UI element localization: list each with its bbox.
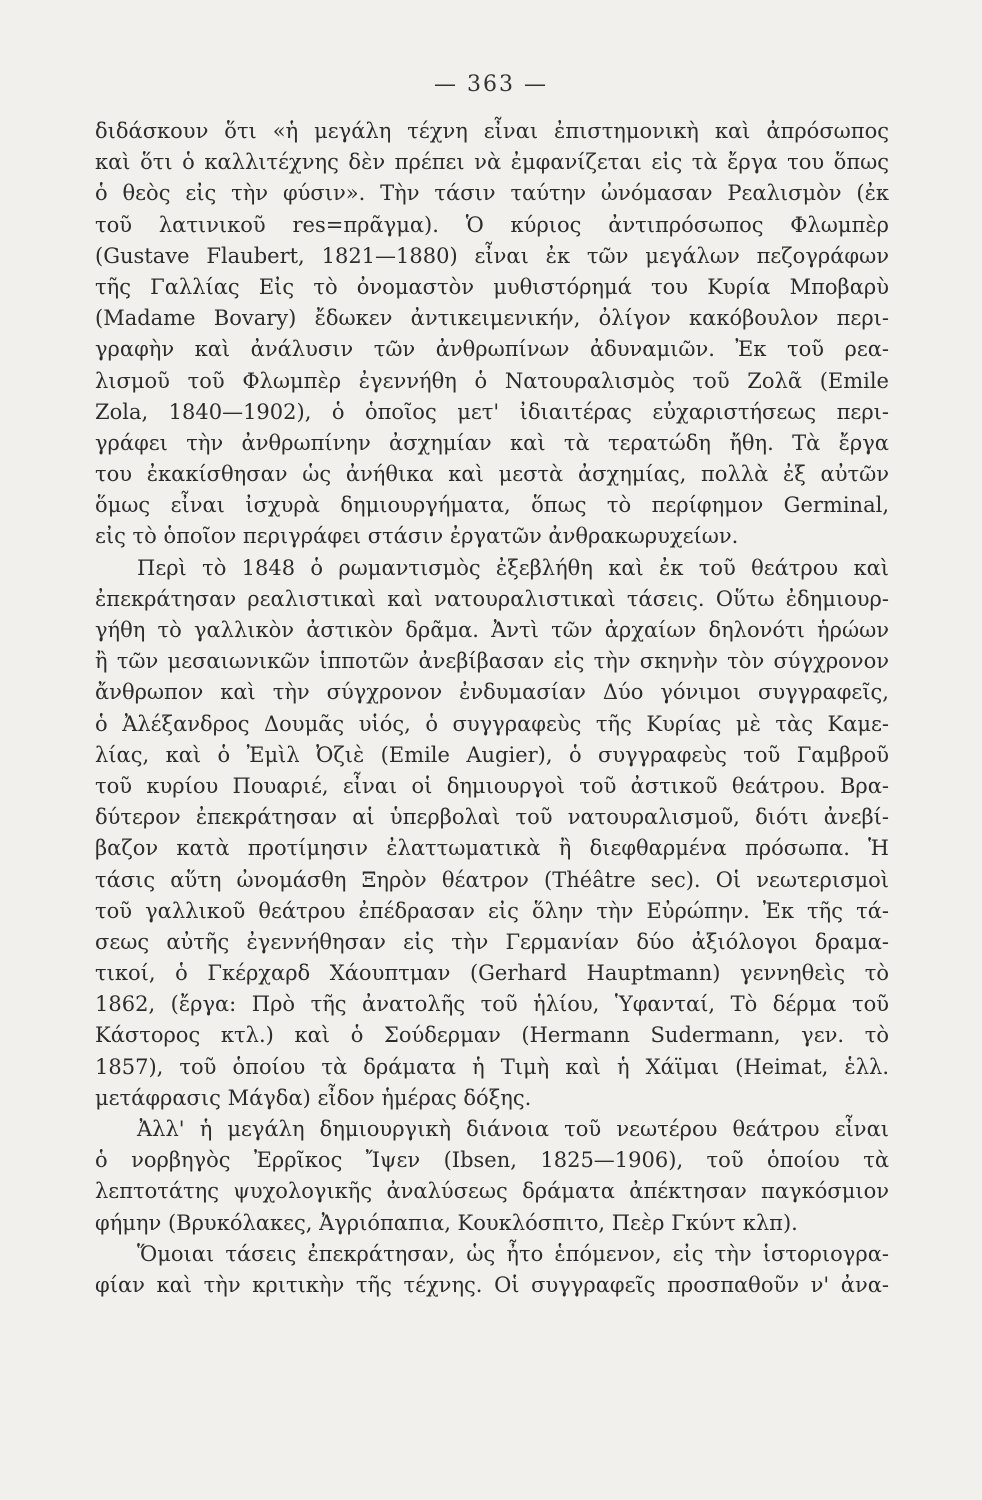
text-line: Zola, 1840—1902), ὁ ὁποῖος μετ' ἰδιαιτέρας εὐχαριστήσεως περι- xyxy=(95,399,889,424)
text-line: βαζον κατὰ προτίμησιν ἐλαττωματικὰ ἢ διεφθαρμένα πρόσωπα. Ἡ xyxy=(95,836,889,861)
text-line: φήμην (Βρυκόλακες, Ἀγριόπαπια, Κουκλόσπιτο, Πεὲρ Γκύντ κλπ). xyxy=(95,1210,798,1235)
text-line: λεπτοτάτης ψυχολογικῆς ἀναλύσεως δράματα ἀπέκτησαν παγκόσμιον xyxy=(95,1179,889,1204)
text-line: τοῦ κυρίου Πουαριέ, εἶναι οἱ δημιουργοὶ τοῦ ἀστικοῦ θεάτρου. Βρα- xyxy=(95,773,889,798)
text-line: γράφει τὴν ἀνθρωπίνην ἀσχημίαν καὶ τὰ τερατώδη ἤθη. Τὰ ἔργα xyxy=(95,430,889,455)
text-line: ὅμως εἶναι ἰσχυρὰ δημιουργήματα, ὅπως τὸ περίφημον Germinal, xyxy=(95,493,889,518)
text-line: 1857), τοῦ ὁποίου τὰ δράματα ἡ Τιμὴ καὶ ἡ Χάϊμαι (Heimat, ἑλλ. xyxy=(95,1054,889,1079)
text-line: του ἐκακίσθησαν ὡς ἀνήθικα καὶ μεστὰ ἀσχημίας, πολλὰ ἐξ αὐτῶν xyxy=(95,462,889,487)
body-text xyxy=(95,116,889,1301)
text-line: 1862, (ἔργα: Πρὸ τῆς ἀνατολῆς τοῦ ἡλίου, Ὑφανταί, Τὸ δέρμα τοῦ xyxy=(95,992,889,1017)
text-line: διδάσκουν ὅτι «ἡ μεγάλη τέχνη εἶναι ἐπιστημονικὴ καὶ ἀπρόσωπος xyxy=(95,119,889,143)
text-line: σεως αὐτῆς ἐγεννήθησαν εἰς τὴν Γερμανίαν δύο ἀξιόλογοι δραμα- xyxy=(95,929,889,954)
text-line: (Gustave Flaubert, 1821—1880) εἶναι ἐκ τῶν μεγάλων πεζογράφων xyxy=(95,243,889,268)
text-line: τοῦ λατινικοῦ res=πρᾶγμα). Ὁ κύριος ἀντιπρόσωπος Φλωμπὲρ xyxy=(95,212,889,237)
text-line: ἐπεκράτησαν ρεαλιστικαὶ καὶ νατουραλιστικαὶ τάσεις. Οὕτω ἐδημιουρ- xyxy=(95,586,889,611)
text-line: δύτερον ἐπεκράτησαν αἱ ὑπερβολαὶ τοῦ νατουραλισμοῦ, διότι ἀνεβί- xyxy=(95,805,889,830)
text-line: Κάστορος κτλ.) καὶ ὁ Σούδερμαν (Hermann Sudermann, γεν. τὸ xyxy=(95,1023,889,1048)
text-line: καὶ ὅτι ὁ καλλιτέχνης δὲν πρέπει νὰ ἐμφανίζεται εἰς τὰ ἔργα του ὅπως xyxy=(95,150,889,175)
text-line: Ἀλλ' ἡ μεγάλη δημιουργικὴ διάνοια τοῦ νεωτέρου θεάτρου εἶναι xyxy=(137,1117,889,1141)
text-line: ὁ νορβηγὸς Ἐρρῖκος Ἴψεν (Ibsen, 1825—1906), τοῦ ὁποίου τὰ xyxy=(95,1148,889,1173)
text-line: τοῦ γαλλικοῦ θεάτρου ἐπέδρασαν εἰς ὅλην τὴν Εὐρώπην. Ἐκ τῆς τά- xyxy=(95,898,889,923)
text-line: τικοί, ὁ Γκέρχαρδ Χάουπτμαν (Gerhard Hauptmann) γεννηθεὶς τὸ xyxy=(95,961,889,986)
page-number: — 363 — xyxy=(434,72,548,97)
text-line: ὁ θεὸς εἰς τὴν φύσιν». Τὴν τάσιν ταύτην ὠνόμασαν Ρεαλισμὸν (ἐκ xyxy=(95,181,889,206)
text-line: γραφὴν καὶ ἀνάλυσιν τῶν ἀνθρωπίνων ἀδυναμιῶν. Ἐκ τοῦ ρεα- xyxy=(95,337,889,362)
text-line: γήθη τὸ γαλλικὸν ἀστικὸν δρᾶμα. Ἀντὶ τῶν ἀρχαίων δηλονότι ἡρώων xyxy=(95,618,889,642)
text-line: Περὶ τὸ 1848 ὁ ρωμαντισμὸς ἐξεβλήθη καὶ ἐκ τοῦ θεάτρου καὶ xyxy=(137,555,889,580)
text-line: (Madame Bovary) ἔδωκεν ἀντικειμενικήν, ὀλίγον κακόβουλον περι- xyxy=(95,306,889,331)
text-line: ἄνθρωπον καὶ τὴν σύγχρονον ἐνδυμασίαν Δύο γόνιμοι συγγραφεῖς, xyxy=(95,680,889,705)
text-line: τῆς Γαλλίας Εἰς τὸ ὀνομαστὸν μυθιστόρημά του Κυρία Μποβαρὺ xyxy=(95,274,889,299)
text-line: ἢ τῶν μεσαιωνικῶν ἱπποτῶν ἀνεβίβασαν εἰς τὴν σκηνὴν τὸν σύγχρονον xyxy=(95,649,889,674)
text-line: λισμοῦ τοῦ Φλωμπὲρ ἐγεννήθη ὁ Νατουραλισμὸς τοῦ Ζολᾶ (Emile xyxy=(95,368,889,393)
text-line: ὁ Ἀλέξανδρος Δουμᾶς υἱός, ὁ συγγραφεὺς τῆς Κυρίας μὲ τὰς Καμε- xyxy=(95,711,889,736)
text-line: τάσις αὕτη ὠνομάσθη Ξηρὸν θέατρον (Théâtre sec). Οἱ νεωτερισμοὶ xyxy=(95,867,889,892)
text-line: Ὅμοιαι τάσεις ἐπεκράτησαν, ὡς ἦτο ἑπόμενον, εἰς τὴν ἱστοριογρα- xyxy=(137,1241,889,1266)
text-line: μετάφρασις Μάγδα) εἶδον ἡμέρας δόξης. xyxy=(95,1085,532,1110)
text-line: φίαν καὶ τὴν κριτικὴν τῆς τέχνης. Οἱ συγγραφεῖς προσπαθοῦν ν' ἀνα- xyxy=(95,1272,889,1297)
text-line: εἰς τὸ ὁποῖον περιγράφει στάσιν ἐργατῶν ἀνθρακωρυχείων. xyxy=(95,524,739,549)
text-line: λίας, καὶ ὁ Ἐμὶλ Ὀζιὲ (Emile Augier), ὁ συγγραφεὺς τοῦ Γαμβροῦ xyxy=(95,742,889,767)
